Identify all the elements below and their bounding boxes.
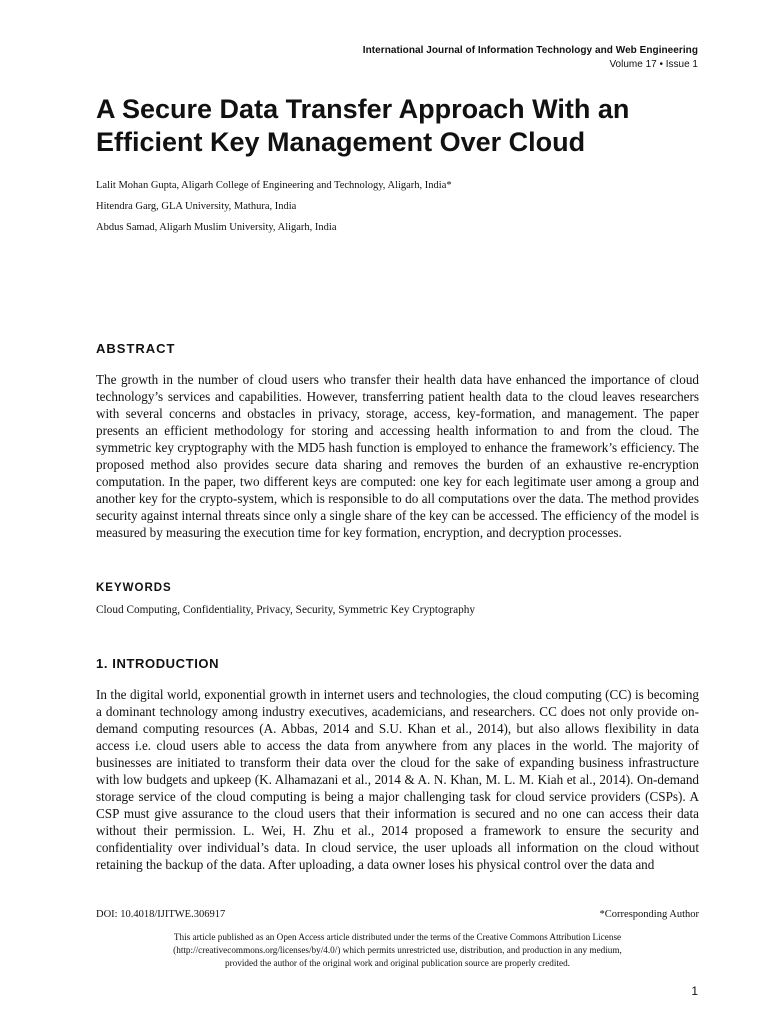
license-notice: [96, 931, 699, 970]
author-list: [96, 175, 452, 238]
license-line: This article published as an Open Access article distributed under the terms of the Creative Commons Attribution License: [173, 932, 622, 942]
volume-issue: Volume 17 • Issue 1: [609, 59, 698, 70]
introduction-text: In the digital world, exponential growth in internet users and technologies, the cloud computing (CC) is becoming a dominant technology among industry executives, academicians, and researchers. CC does not only provide on-demand computing resources (A. Abbas, 2014 and S.U. Khan et al., 2014), but also allows flexibility in data access i.e. cloud users able to access the data from anywhere from any places in the world. The majority of businesses are initiated to transform their data over the cloud for the sake of expanding business infrastructure with low budgets and upkeep (K. Alhamazani et al., 2014 & A. N. Khan, M. L. M. Kiah et al., 2014). On-demand storage service of the cloud computing is being a major challenging task for cloud service providers (CSPs). A CSP must give assurance to the cloud users that their information is secured and no one can access their data without their permission. L. Wei, H. Zhu et al., 2014 proposed a framework to ensure the security and confidentiality over individual’s data. In cloud service, the user uploads all information on the cloud without retaining the backup of the data. After uploading, a data owner loses his physical control over the data and: [96, 687, 699, 872]
author-affiliation: Lalit Mohan Gupta, Aligarh College of Engineering and Technology, Aligarh, India*: [96, 180, 452, 191]
keywords-text: Cloud Computing, Confidentiality, Privacy, Security, Symmetric Key Cryptography: [96, 604, 476, 616]
license-line: provided the author of the original work and original publication source are properly credited.: [225, 958, 570, 968]
abstract-heading: ABSTRACT: [96, 341, 176, 356]
author-affiliation: Hitendra Garg, GLA University, Mathura, India: [96, 201, 297, 212]
journal-name: International Journal of Information Technology and Web Engineering: [362, 45, 698, 56]
page-number: 1: [691, 984, 698, 998]
paper-title: A Secure Data Transfer Approach With an Efficient Key Management Over Cloud: [96, 94, 630, 157]
journal-header: [363, 45, 698, 70]
doi: DOI: 10.4018/IJITWE.306917: [96, 909, 226, 920]
introduction-heading: 1. INTRODUCTION: [96, 656, 220, 671]
keywords-heading: KEYWORDS: [96, 582, 172, 594]
corresponding-author-note: *Corresponding Author: [599, 909, 699, 920]
author-affiliation: Abdus Samad, Aligarh Muslim University, Aligarh, India: [96, 222, 337, 233]
license-line: (http://creativecommons.org/licenses/by/4.0/) which permits unrestricted use, distribution, and production in any medium,: [173, 945, 622, 955]
abstract-text: The growth in the number of cloud users who transfer their health data have enhanced the importance of cloud technology’s services and capabilities. However, transferring patient health data to the cloud leaves researchers with several concerns and obstacles in privacy, storage, access, key-formation, and management. The paper presents an efficient methodology for storing and accessing health information to and from the cloud. The symmetric key cryptography with the MD5 hash function is employed to enhance the framework’s efficiency. The proposed method also provides secure data sharing and removes the burden of an exhaustive re-encryption computation. In the paper, two different keys are computed: one key for each legitimate user among a group and another key for the crypto-system, which is responsible to do all computations over the data. The method provides security against internal threats since only a single share of the key can be accessed. The efficiency of the model is measured by measuring the execution time for key formation, encryption, and decryption processes.: [96, 372, 699, 540]
